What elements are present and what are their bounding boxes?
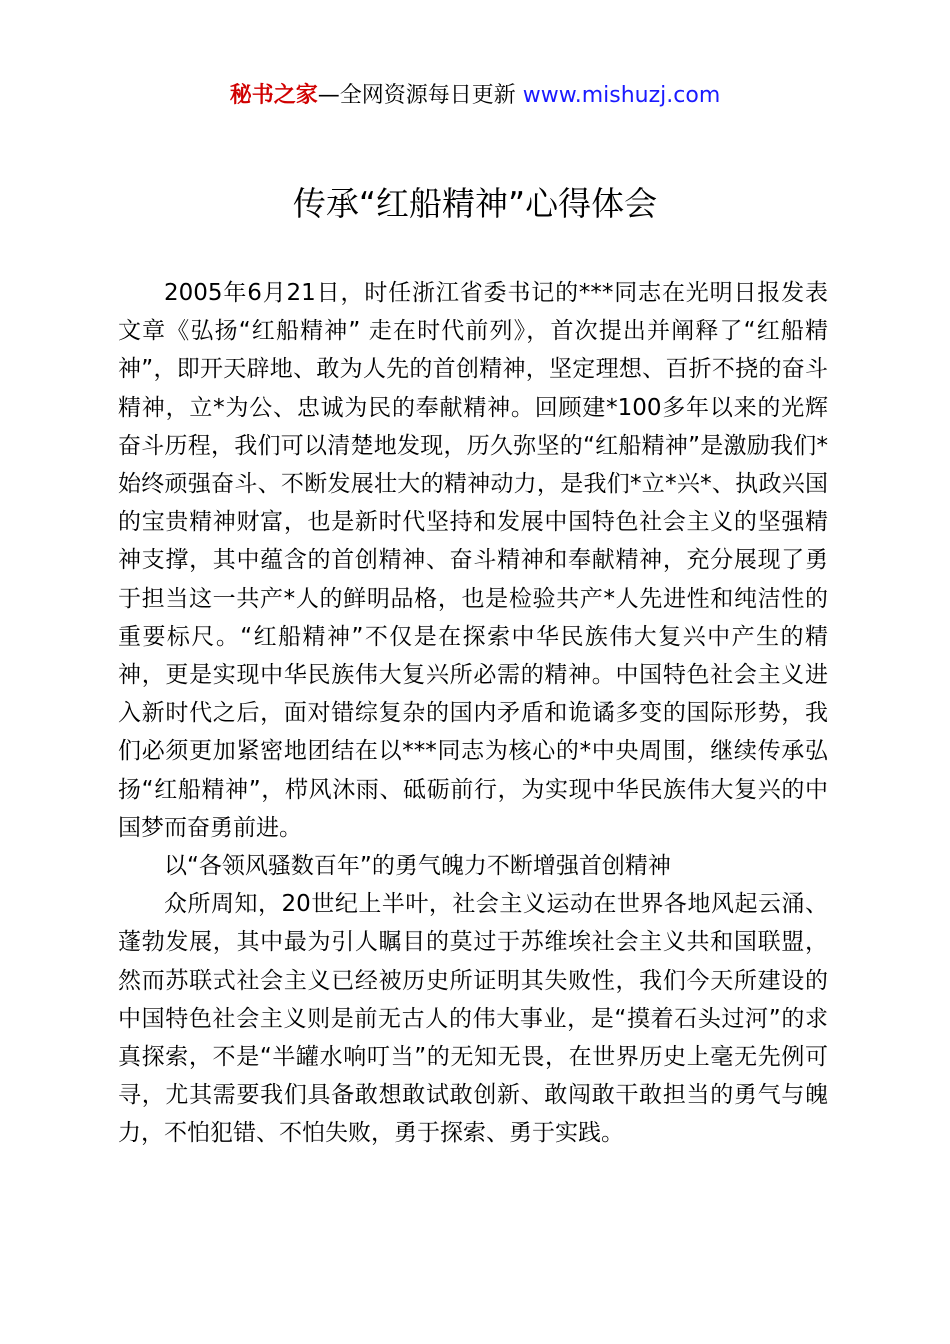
document-title: 传承“红船精神”心得体会 — [292, 184, 658, 223]
paragraph-section-1: 众所周知，20世纪上半叶，社会主义运动在世界各地风起云涌、蓬勃发展，其中最为引人瞩目的莫过于苏维埃社会主义共和国联盟，然而苏联式社会主义已经被历史所证明其失败性，我们今天所建设的中国特色社会主义则是前无古人的伟大事业，是“摸着石头过河”的求真探索，不是“半罐水响叮当”的无知无畏，在世界历史上毫无先例可寻，尤其需要我们具备敢想敢试敢创新、敢闯敢干敢担当的勇气与魄力，不怕犯错、不怕失败，勇于探索、勇于实践。 — [118, 891, 828, 1147]
site-header — [0, 80, 950, 112]
paragraph-intro: 2005年6月21日，时任浙江省委书记的***同志在光明日报发表文章《弘扬“红船精神” 走在时代前列》，首次提出并阐释了“红船精神”，即开天辟地、敢为人先的首创精神，坚定理想、百折不挠的奋斗精神，立*为公、忠诚为民的奉献精神。回顾建*100多年以来的光辉奋斗历程，我们可以清楚地发现，历久弥坚的“红船精神”是激励我们*始终顽强奋斗、不断发展壮大的精神动力，是我们*立*兴*、执政兴国的宝贵精神财富，也是新时代坚持和发展中国特色社会主义的坚强精神支撑，其中蕴含的首创精神、奋斗精神和奉献精神，充分展现了勇于担当这一共产*人的鲜明品格，也是检验共产*人先进性和纯洁性的重要标尺。“红船精神”不仅是在探索中华民族伟大复兴中产生的精神，更是实现中华民族伟大复兴所必需的精神。中国特色社会主义进入新时代之后，面对错综复杂的国内矛盾和诡谲多变的国际形势，我们必须更加紧密地团结在以***同志为核心的*中央周围，继续传承弘扬“红船精神”，栉风沐雨、砥砺前行，为实现中华民族伟大复兴的中国梦而奋勇前进。 — [118, 280, 828, 841]
document-body — [118, 274, 828, 1153]
site-url-link[interactable]: www.mishuzj.com — [522, 83, 721, 108]
site-brand: 秘书之家 — [229, 83, 318, 108]
section-heading: 以“各领风骚数百年”的勇气魄力不断增强首创精神 — [164, 853, 671, 880]
site-slogan: —全网资源每日更新 — [317, 83, 523, 108]
